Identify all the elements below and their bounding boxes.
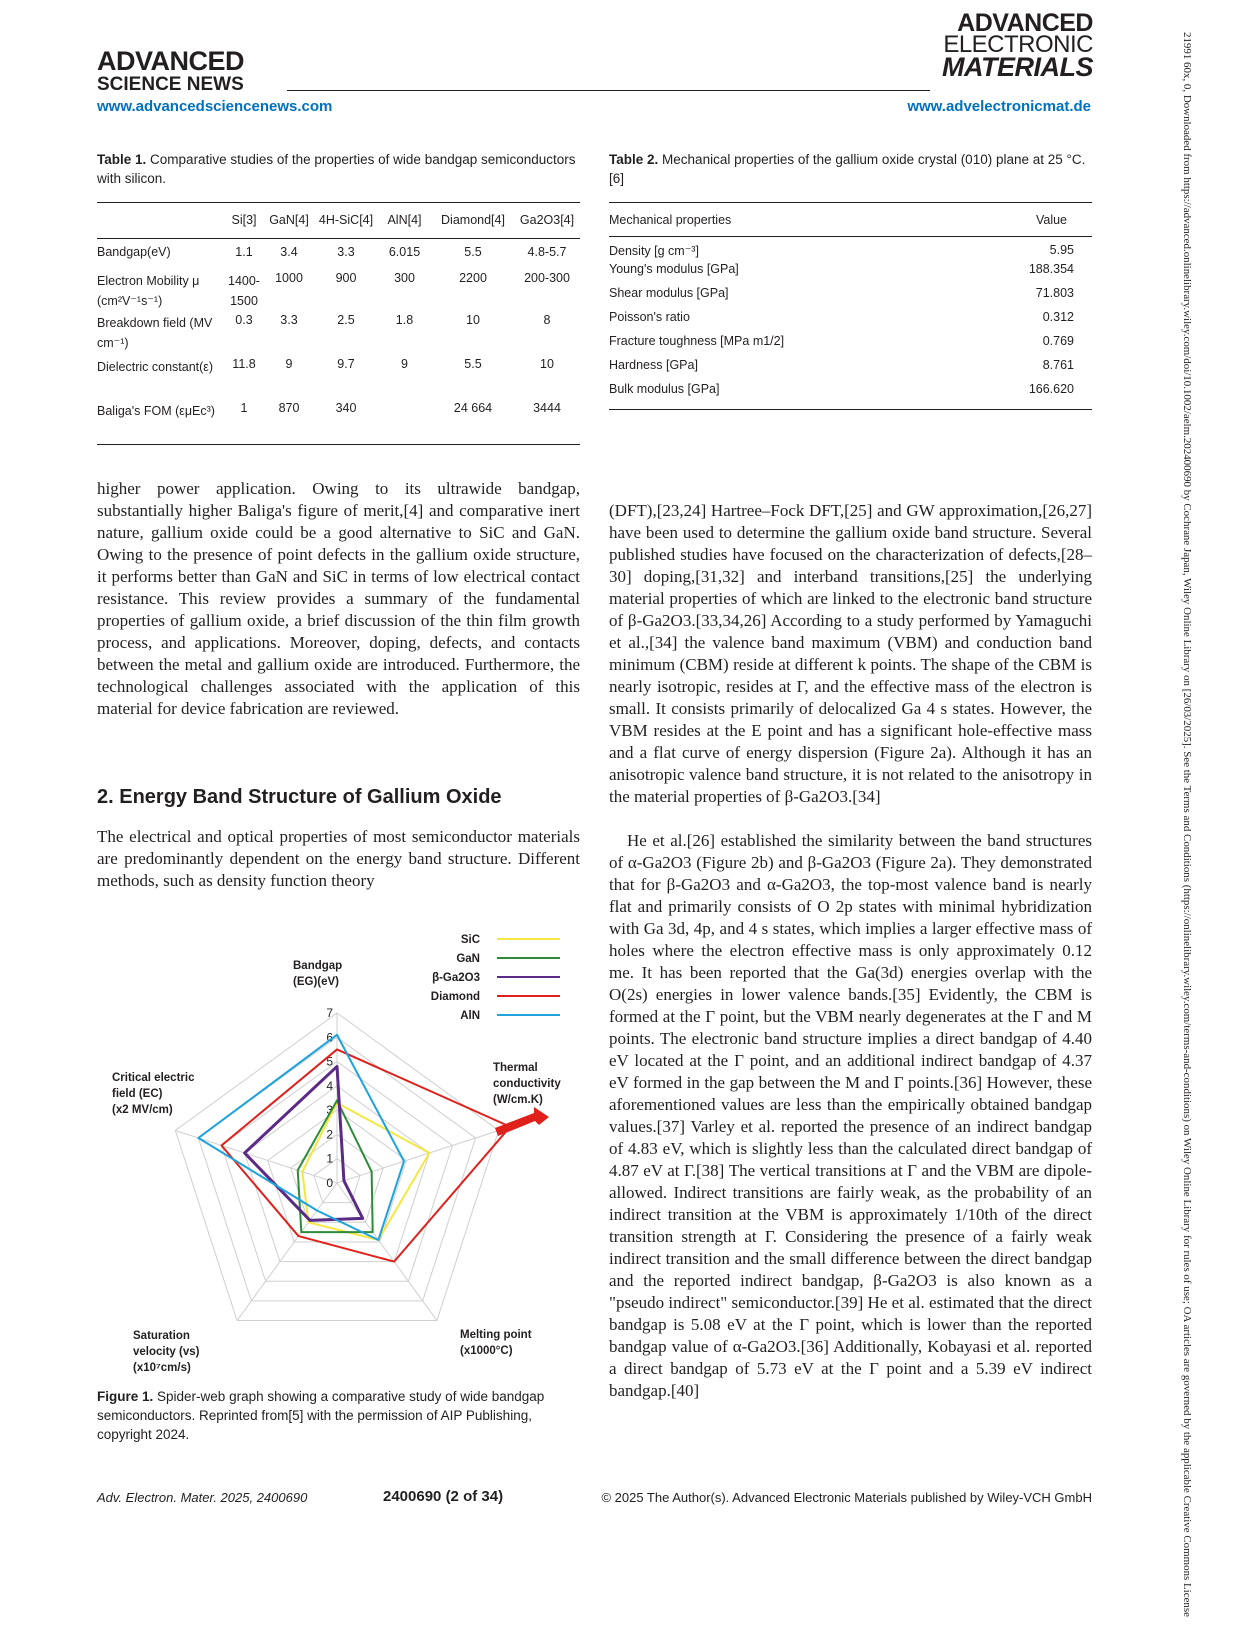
table1-cell: 3.3 [337,245,355,259]
table2-cell: 0.769 [1042,333,1074,348]
radar-axis-label-line: (W/cm.K) [493,1094,543,1106]
radar-axis-label-line: field (EC) [112,1088,163,1100]
radar-axis-label-critical [112,1072,195,1116]
table1-cell [377,401,432,445]
table-row [609,310,1092,334]
radar-tick-label: 2 [326,1127,333,1142]
journal-url-link[interactable]: www.advelectronicmat.de [907,98,1091,115]
table1-cell: 8 [543,312,551,327]
table2-cell: Young's modulus [GPa] [609,261,739,276]
table1-cell: 870 [278,400,300,415]
radar-axis-label-line: Thermal [493,1062,538,1074]
table2-cell: 8.761 [1042,357,1074,372]
section-heading: 2. Energy Band Structure of Gallium Oxide [97,786,502,808]
right-paragraph-2: He et al.[26] established the similarity between the band structures of α-Ga2O3 (Figure 2b) and β-Ga2O3 (Figure 2a). They demonstrated that for β-Ga2O3 and α-Ga2O3, the top-most valence band is nearly flat and primarily consists of O 2p states with minimal hybridization with Ga 3d, 4p, and 4 s states, which implies a larger effective mass of holes where the electron effective mass is only approximately 0.12 me. It has been reported that the Ga(3d) energies overlap with the O(2s) energies in lower valence bands.[35] Evidently, the CBM is formed at the Γ point, but the VBM nearly degenerates at the Γ and M points. The electronic band structure implies a direct bandgap of 4.40 eV located at the Γ point, and an additional indirect bandgap of 4.37 eV formed in the gap between the M and Γ points.[36] However, these aforementioned values are less than the empirically obtained bandgap values.[37] Varley et al. reported the presence of an indirect bandgap of 4.83 eV, which is slightly less than the calculated direct bandgap of 4.87 eV at Γ.[38] The vertical transitions at Γ and the VBM are dipole-allowed. Indirect transitions are fairly weak, as the probability of an indirect transition at the VBM is approximately 1/10th of the direct transition strength at Γ. Considering the presence of a fairly weak indirect transition and the small difference between the direct bandgap and the reported indirect bandgap, β-Ga2O3 is also known as a "pseudo indirect" semiconductor.[39] He et al. estimated that the direct bandgap is 5.08 eV at the Γ point, which is lower than the reported bandgap value of α-Ga2O3.[36] Additionally, Kobayasi et al. reported a direct bandgap of 5.73 eV at the Γ point and a 5.39 eV indirect bandgap.[40] [609,831,1092,1400]
radar-axis-label-line: (x2 MV/cm) [112,1104,173,1116]
table2-cell: 71.803 [1035,285,1074,300]
table1-cell: 1 [240,400,248,415]
table1-col-gan: GaN[4] [269,213,309,227]
table1-col-4hsic: 4H-SiC[4] [318,213,374,227]
radar-legend [431,934,560,1022]
side-download-notice [1170,30,1198,1620]
table2-col-property: Mechanical properties [609,213,732,227]
table1-cell: 1400-1500 [228,273,260,308]
radar-axis-label-line: Bandgap [293,960,343,972]
table1-cell: 1.1 [235,245,253,259]
radar-axis-label-line: (x10⁷cm/s) [133,1362,191,1374]
table2-caption [609,150,1092,188]
table1-col-diamond: Diamond[4] [441,213,505,227]
radar-tick-label: 7 [326,1006,333,1020]
table2-cell: Fracture toughness [MPa m1/2] [609,333,785,348]
table2-cell: Hardness [GPa] [609,357,698,372]
radar-axis-label-line: (EG)(eV) [293,976,339,988]
logo-line1: ADVANCED [97,46,245,76]
table2-cell: 0.312 [1042,309,1074,324]
table1-cell: 6.015 [388,245,421,259]
table2-caption-label: Table 2. [609,152,659,167]
figure1-radar-chart [97,925,580,1385]
table1-cell: Breakdown field (MV cm⁻¹) [97,315,213,350]
legend-label: Diamond [430,991,480,1003]
radar-series [198,1035,510,1262]
table1-cell: 11.8 [232,356,256,371]
table1-cell: 2.5 [337,312,355,327]
table2-caption-text: Mechanical properties of the gallium oxide crystal (010) plane at 25 °C.[6] [609,152,1086,186]
radar-grid [175,1013,498,1321]
legend-label: β-Ga2O3 [432,972,480,984]
table1-cell: Electron Mobility μ (cm²V⁻¹s⁻¹) [97,273,200,308]
side-download-text: 21991 60x, 0, Downloaded from https://advanced.onlinelibrary.wiley.com/doi/10.1002/aelm.202400690 by Cochrane Japan, Wiley Online Library on [26/03/2025]. See the Terms and Conditions (https://onlinelibrary.wiley.com/terms-and-conditions) on Wiley Online Library for rules of use; OA articles are governed by the applicable Creative Commons License [1181,32,1192,1483]
figure1-caption-text: Spider-web graph showing a comparative study of wide bandgap semiconductors. Reprinted from[5] with the permission of AIP Publishing, copyright 2024. [97,1389,545,1442]
radar-axis-label-line: Critical electric [112,1072,195,1084]
table2-header-row [609,203,1092,237]
radar-grid-spoke [237,1183,337,1321]
radar-axis-label-saturation [133,1330,200,1374]
table1-cell: Bandgap(eV) [97,245,171,259]
radar-axis-label-line: Saturation [133,1330,190,1342]
table1-cell: 4.8-5.7 [527,245,567,259]
footer-page-number: 2400690 (2 of 34) [383,1488,504,1505]
footer-copyright: © 2025 The Author(s). Advanced Electronic Materials published by Wiley-VCH GmbH [601,1490,1092,1505]
table1-col-si: Si[3] [231,213,257,227]
radar-series-gan [298,1100,373,1232]
table1-cell: 10 [466,312,480,327]
table-row [97,401,580,445]
radar-ticks [326,1006,333,1190]
table1-caption [97,150,580,188]
table1-cell: 5.5 [464,356,482,371]
table1-cell: 900 [335,270,357,285]
table1-caption-text: Comparative studies of the properties of wide bandgap semiconductors with silicon. [97,152,576,186]
table-row [609,237,1092,262]
legend-label: GaN [456,953,480,965]
thermal-arrow-icon [495,1107,549,1136]
figure1-caption-label: Figure 1. [97,1389,154,1404]
table1-cell: Baliga's FOM (εμEc³) [97,403,215,418]
journal-logo-line2: ELECTRONIC [943,31,1093,58]
publisher-url-link[interactable]: www.advancedsciencenews.com [97,98,333,115]
table1-cell: 1.8 [395,312,414,327]
radar-axis-label-line: (x1000°C) [460,1345,513,1357]
table-row [97,269,580,313]
table1-cell: 10 [540,356,554,371]
table-row [609,382,1092,410]
table1-cell: 1000 [275,270,303,285]
table1-cell: 3.4 [280,245,298,259]
table-row [97,313,580,357]
table1-cell: 340 [335,400,357,415]
radar-tick-label: 6 [326,1030,333,1045]
table-row [97,357,580,401]
logo-line2: SCIENCE NEWS [97,74,244,95]
radar-grid-spoke [337,1130,499,1183]
radar-axis-label-melting [460,1329,532,1357]
figure1-caption [97,1387,580,1444]
radar-axis-label-line: Melting point [460,1329,532,1341]
left-paragraph-1: higher power application. Owing to its ultrawide bandgap, substantially higher Baliga's figure of merit,[4] and comparative inert nature, gallium oxide could be a good alternative to SiC and GaN. Owing to the presence of point defects in the gallium oxide structure, it performs better than GaN and SiC in terms of low electrical contact resistance. This review provides a summary of the fundamental properties of gallium oxide, a brief discussion of the thin film growth process, and applications. Moreover, doping, defects, and contacts between the metal and gallium oxide are introduced. Furthermore, the technological challenges associated with the application of this material for device fabrication are reviewed. [97,479,580,718]
radar-tick-label: 1 [326,1151,333,1166]
legend-label: SiC [460,934,480,946]
table2-cell: Bulk modulus [GPa] [609,381,720,396]
radar-tick-label: 4 [326,1078,333,1093]
left-paragraph-2: The electrical and optical properties of most semiconductor materials are predominantly dependent on the energy band structure. Different methods, such as density function theory [97,827,580,890]
radar-axis-label-thermal [493,1062,561,1106]
table2-cell: 188.354 [1028,261,1074,276]
table-row [609,286,1092,310]
legend-label: AlN [460,1010,480,1022]
table1-cell: 200-300 [524,270,570,285]
table1-cell: 24 664 [453,400,493,415]
radar-tick-label: 0 [326,1176,333,1190]
table1-cell: 9 [285,356,293,371]
table1-cell: 9 [401,356,408,371]
radar-axis-label-line: velocity (vs) [133,1346,200,1358]
table-row [609,358,1092,382]
table-row [609,262,1092,286]
table2-cell: Density [g cm⁻³] [609,244,699,258]
header-rule [287,90,930,91]
table1-cell: 0.3 [235,312,253,327]
table1-cell: 2200 [459,270,487,285]
radar-grid-spoke [337,1183,437,1321]
table1-header-row [97,203,580,239]
table2-col-value: Value [1035,213,1067,227]
radar-tick-label: 5 [326,1054,333,1069]
journal-logo-line1: ADVANCED [957,9,1093,37]
table1-caption-label: Table 1. [97,152,147,167]
table1-cell: Dielectric constant(ε) [97,359,214,374]
radar-tick-label: 3 [326,1103,333,1118]
footer-journal: Adv. Electron. Mater. 2025, 2400690 [97,1490,308,1505]
table2-cell: 166.620 [1028,381,1074,396]
table1-cell: 300 [394,270,415,285]
table1-col-aln: AlN[4] [387,213,422,227]
table2-cell: Shear modulus [GPa] [609,285,729,300]
radar-axis-label-line: conductivity [493,1078,561,1090]
table-row [97,239,580,269]
advanced-science-news-logo [97,48,317,95]
table2-cell: Poisson's ratio [609,309,690,324]
table1-cell: 3444 [533,400,561,415]
table1-col-label [97,203,225,239]
table2-cell: 5.95 [1049,243,1074,257]
advanced-electronic-materials-logo [928,9,1093,82]
right-paragraph-1: (DFT),[23,24] Hartree–Fock DFT,[25] and GW approximation,[26,27] have been used to determine the gallium oxide band structure. Several published studies have focused on the characterization of defects,[28–30] doping,[31,32] and interband transitions,[25] the underlying material properties of which are linked to the electronic band structure of β-Ga2O3.[33,34,26] According to a study performed by Yamaguchi et al.,[34] the valence band maximum (VBM) and conduction band minimum (CBM) reside at different k points. The shape of the CBM is nearly isotropic, resides at Γ, and the effective mass of the electron is small. It consists primarily of delocalized Ga 4 s states. However, the VBM resides at the E point and has a significant hole-effective mass and a flat curve of energy dispersion (Figure 2a). Although it has an anisotropic valence band structure, it is not related to the anisotropy in the material properties of β-Ga2O3.[34] [609,501,1092,806]
table1-cell: 3.3 [280,312,298,327]
table1-cell: 5.5 [464,245,482,259]
radar-axis-label-bandgap [293,960,342,988]
journal-logo-line3: MATERIALS [942,52,1093,82]
table1-cell: 9.7 [337,356,355,371]
table2 [609,202,1092,410]
table-row [609,334,1092,358]
table1 [97,202,580,445]
table1-col-ga2o3: Ga2O3[4] [519,213,575,227]
